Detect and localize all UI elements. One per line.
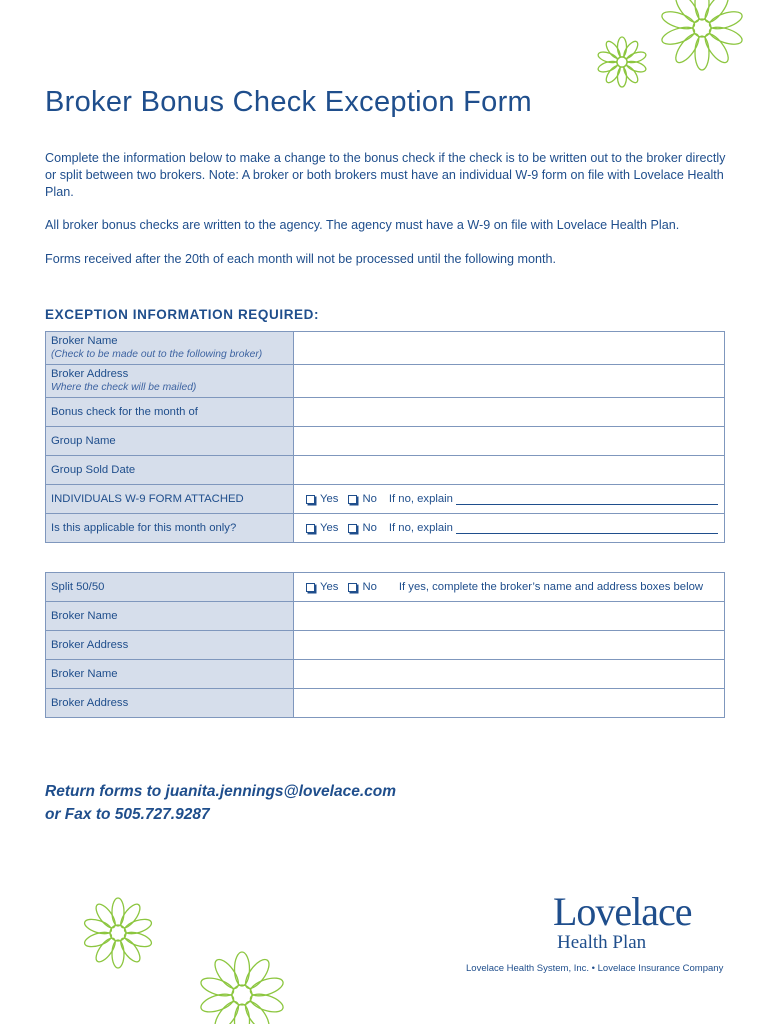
group-sold-date-field[interactable] (294, 456, 725, 485)
w9-explain-label: If no, explain (388, 493, 453, 505)
month-only-explain-label: If no, explain (388, 522, 453, 534)
broker-name-2-field[interactable] (294, 660, 725, 689)
section-heading: EXCEPTION INFORMATION REQUIRED: (45, 307, 320, 322)
split-label: Split 50/50 (46, 573, 294, 602)
flower-decoration-top (590, 0, 770, 95)
return-fax: or Fax to 505.727.9287 (45, 806, 210, 823)
return-instructions (45, 780, 396, 826)
flower-decoration-bottom (80, 895, 310, 1024)
month-only-label: Is this applicable for this month only? (46, 514, 294, 543)
broker-name-note: (Check to be made out to the following broker) (51, 349, 263, 360)
company-names: Lovelace Health System, Inc. • Lovelace Insurance Company (466, 963, 724, 974)
w9-explain-field[interactable] (456, 494, 718, 505)
return-email: Return forms to juanita.jennings@lovelace.com (45, 783, 397, 800)
broker-address-2-field[interactable] (294, 689, 725, 718)
split-note: If yes, complete the broker’s name and address boxes below (398, 581, 704, 593)
w9-attached-label: INDIVIDUALS W-9 FORM ATTACHED (46, 485, 294, 514)
page-title: Broker Bonus Check Exception Form (45, 86, 532, 118)
split-yes-option[interactable]: Yes (306, 581, 338, 593)
bonus-month-label: Bonus check for the month of (46, 398, 294, 427)
group-name-field[interactable] (294, 427, 725, 456)
split-no-option[interactable]: No (348, 581, 376, 593)
checkbox-icon[interactable] (348, 495, 357, 504)
lovelace-logo: Lovelace (553, 889, 692, 934)
split-options (294, 581, 724, 593)
intro-paragraph: Complete the information below to make a change to the bonus check if the check is to be written out to the broker directly or split between two brokers. Note: A broker or both brokers must have an individual W-9 form on file with Lovelace Health Plan. (45, 151, 726, 199)
month-only-yes-option[interactable]: Yes (306, 522, 338, 534)
exception-info-table (45, 331, 725, 543)
broker-name-label: Broker Name (Check to be made out to the following broker) (46, 332, 294, 365)
broker-name-field[interactable] (294, 332, 725, 365)
w9-yes-option[interactable]: Yes (306, 493, 338, 505)
broker-name-2-label: Broker Name (46, 660, 294, 689)
checkbox-icon[interactable] (306, 495, 315, 504)
checkbox-icon[interactable] (306, 524, 315, 533)
group-name-label: Group Name (46, 427, 294, 456)
broker-address-2-label: Broker Address (46, 689, 294, 718)
month-only-explain-field[interactable] (456, 523, 718, 534)
broker-name-1-field[interactable] (294, 602, 725, 631)
broker-name-1-label: Broker Name (46, 602, 294, 631)
group-sold-date-label: Group Sold Date (46, 456, 294, 485)
broker-address-1-field[interactable] (294, 631, 725, 660)
month-only-options (294, 522, 724, 534)
checkbox-icon[interactable] (348, 583, 357, 592)
checkbox-icon[interactable] (306, 583, 315, 592)
split-table (45, 572, 725, 718)
broker-address-1-label: Broker Address (46, 631, 294, 660)
w9-no-option[interactable]: No (348, 493, 376, 505)
broker-address-field[interactable] (294, 365, 725, 398)
bonus-month-field[interactable] (294, 398, 725, 427)
broker-address-label: Broker Address Where the check will be mailed) (46, 365, 294, 398)
deadline-note: Forms received after the 20th of each month will not be processed until the following month. (45, 252, 557, 266)
logo-tagline: Health Plan (557, 932, 647, 953)
checkbox-icon[interactable] (348, 524, 357, 533)
month-only-no-option[interactable]: No (348, 522, 376, 534)
broker-address-note: Where the check will be mailed) (51, 382, 197, 393)
w9-options (294, 493, 724, 505)
agency-note: All broker bonus checks are written to the agency. The agency must have a W-9 on file with Lovelace Health Plan. (45, 218, 680, 232)
